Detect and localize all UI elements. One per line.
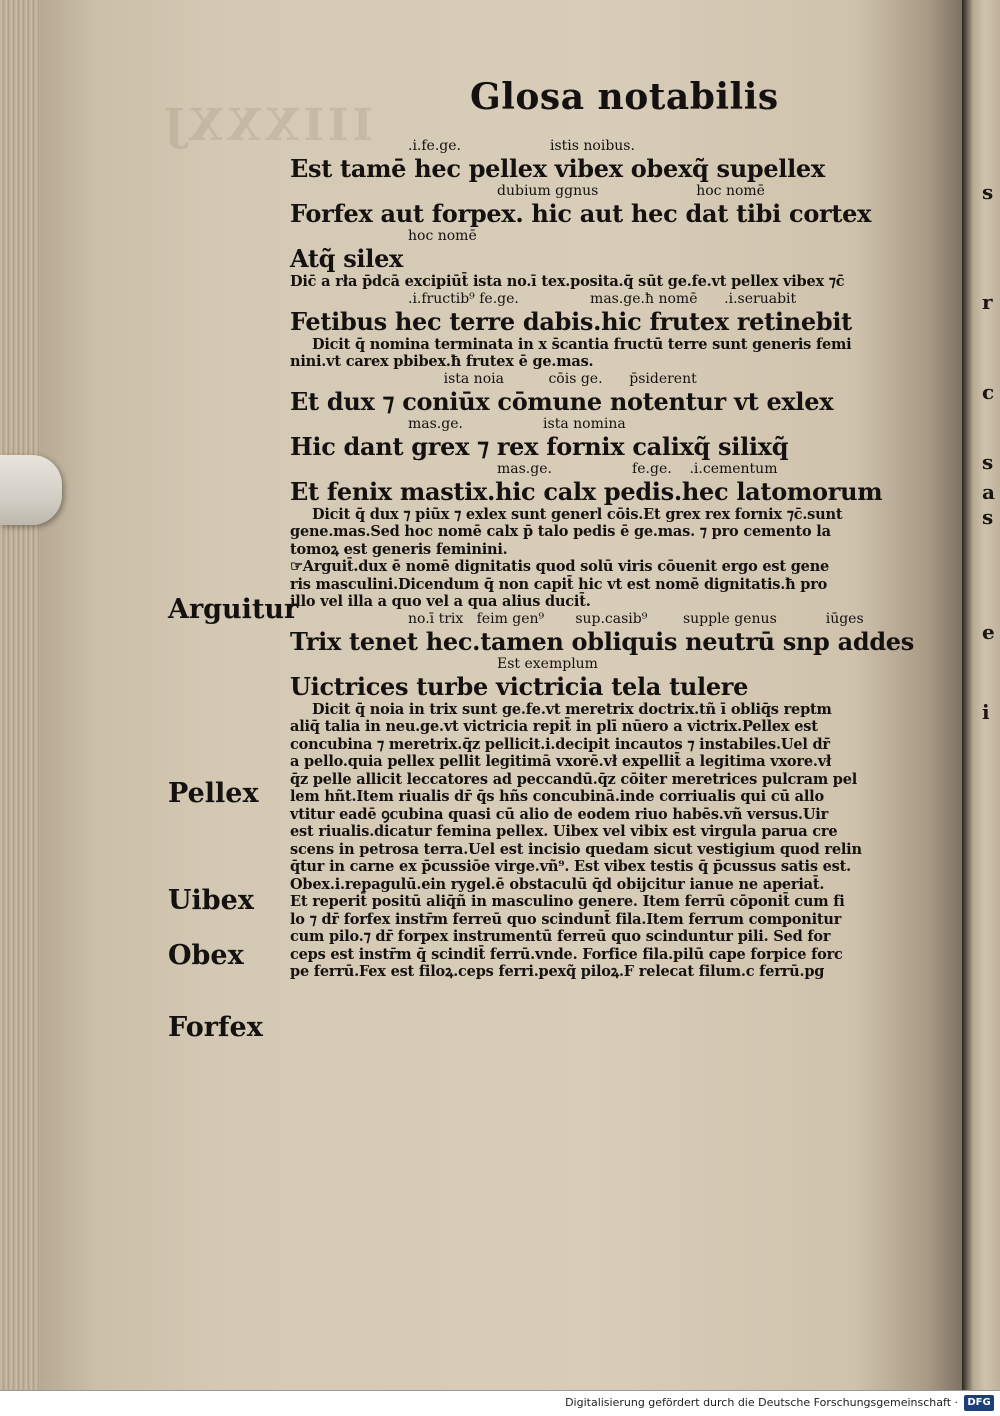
interlinear-gloss: mas.ge. ista nomina [408,415,626,432]
footer-credit: Digitalisierung gefördert durch die Deutsche Forschungsgemeinschaft · [565,1396,958,1409]
commentary-line: pe ferrū.Fex est filoꝝ.ceps ferri.pexq̃ piloꝝ.F relecat filum.c ferrū.pg [290,963,825,980]
margin-note: Arguitur [168,594,299,625]
edge-letter: s [982,450,994,474]
edge-letter: s [982,180,994,204]
main-text-block [290,138,914,981]
edge-letter: i [982,700,990,724]
verse-line: Et fenix mastix.hic calx pedis.hec latomorum [290,476,883,506]
commentary-line: cum pilo.⁊ dr̄ forpex instrumentū ferreū quo scinduntur pili. Sed for [290,928,831,945]
commentary-line: lem hñt.Item riualis dr̄ q̄s hñs concubinā.inde corriualis qui cū allo [290,788,824,805]
interlinear-gloss: hoc nomē [408,228,477,244]
commentary-line: Obex.i.repagulū.ein rygel.ē obstaculū q̄d obijcitur ianue ne aperiat̄. [290,875,825,893]
interlinear-gloss: .i.fe.ge. istis noibus. [408,138,635,154]
verse-line: Atq̃ silex [290,244,404,273]
interlinear-gloss: Est exemplum [408,655,598,672]
commentary-line: q̄z pelle allicit leccatores ad peccandū.q̄z cōiter meretrices pulcram pel [290,770,858,788]
commentary-line: vtitur eadē ꝯcubina quasi cū alio de eodem riuo habēs.vñ versus.Uir [290,805,829,823]
interlinear-gloss: ista noia cōis ge. p̄siderent [408,370,697,387]
margin-note: Forfex [168,1012,263,1043]
commentary-line: scens in petrosa terra.Uel est incisio quedam sicut vestigium quod relin [290,840,862,858]
verse-line: Hic dant grex ⁊ rex fornix calixq̃ silixq̃ [290,431,789,461]
commentary-line: Dicit q̄ noia in trix sunt ge.fe.vt meretrix doctrix.tñ ī obliq̄s reptm [312,700,832,718]
edge-letter: s [982,505,994,529]
commentary-line: gene.mas.Sed hoc nomē calx p̄ talo pedis ē ge.mas. ⁊ pro cemento la [290,523,831,540]
commentary-line: aliq̄ talia in neu.ge.vt victricia repit̄ in plī nūero a victrix.Pellex est [290,718,818,735]
verse-line: Est tamē hec pellex vibex obexq̃ supellex [290,154,825,183]
commentary-line: Dicit q̄ dux ⁊ piūx ⁊ exlex sunt generl cōis.Et grex rex fornix ⁊c̄.sunt [312,505,843,523]
commentary-line: Dic̄ a rła p̄dcā excipiūt̄ ista no.ī tex.posita.q̄ sūt ge.fe.vt pellex vibex ⁊c̄ [290,273,845,290]
interlinear-gloss: no.ī trix feim gen⁹ sup.casib⁹ supple genus iūges [408,610,864,627]
commentary-line: est riualis.dicatur femina pellex. Uibex vel vibix est virgula parua cre [290,823,838,840]
edge-letter: r [982,290,993,314]
page-title: Glosa notabilis [470,76,779,118]
commentary-line: tomoꝝ est generis feminini. [290,540,508,558]
digitization-footer [0,1390,1000,1416]
interlinear-gloss: mas.ge. fe.ge. .i.cementum [408,460,778,477]
edge-letter: c [982,380,995,404]
edge-letter: e [982,620,995,644]
verse-line: Uictrices turbe victricia tela tulere [290,671,749,701]
margin-note: Uibex [168,885,254,916]
commentary-line: illo vel illa a quo vel a qua alius ducit̄. [290,593,591,610]
commentary-line: lo ⁊ dr̄ forfex instr̄m ferreū quo scindunt̄ fila.Item ferrum componitur [290,910,842,928]
edge-letter: a [982,480,995,504]
commentary-line: ris masculini.Dicendum q̄ non capit̄ hic vt est nomē dignitatis.ħ pro [290,575,828,593]
show-through-text: IIIXXXJ [160,100,373,151]
commentary-line: Et reperit̄ positū aliq̄ñ in masculino genere. Item ferrū cōponit̄ cum fi [290,893,845,910]
commentary-line: nini.vt carex pbibex.ħ frutex ē ge.mas. [290,353,594,370]
margin-note: Pellex [168,778,259,809]
interlinear-gloss: dubium ggnus hoc nomē [408,183,765,199]
commentary-line: q̄tur in carne ex p̄cussiōe virge.vñ⁹. Est vibex testis q̄ p̄cussus satis est. [290,858,851,875]
commentary-line: ceps est instr̄m q̄ scindit̄ ferrū.vnde. Forfice fila.pilū cape forpice forc [290,945,843,963]
next-page-edge [962,0,1000,1390]
commentary-line: ☞Arguit̄.dux ē nomē dignitatis quod solū viris cōuenit ergo est gene [290,558,830,575]
commentary-line: Dicit q̄ nomina terminata in x s̄cantia fructū terre sunt generis femi [312,335,852,353]
verse-line: Forfex aut forpex. hic aut hec dat tibi cortex [290,199,872,228]
dfg-logo: DFG [964,1395,994,1411]
interlinear-gloss: .i.fructib⁹ fe.ge. mas.ge.ħ nomē .i.seruabit [408,290,797,307]
margin-note: Obex [168,940,244,971]
commentary-line: concubina ⁊ meretrix.q̄z pellicit.i.decipit incautos ⁊ instabiles.Uel dr̄ [290,735,830,753]
page-clip [0,455,62,525]
verse-line: Fetibus hec terre dabis.hic frutex retinebit [290,306,852,336]
commentary-line: a pello.quia pellex pellit legitimā vxorē.vł expellit̄ a legitima vxore.vł [290,753,832,770]
verse-line: Trix tenet hec.tamen obliquis neutrū snp addes [290,626,914,656]
verse-line: Et dux ⁊ coniūx cōmune notentur vt exlex [290,386,834,416]
